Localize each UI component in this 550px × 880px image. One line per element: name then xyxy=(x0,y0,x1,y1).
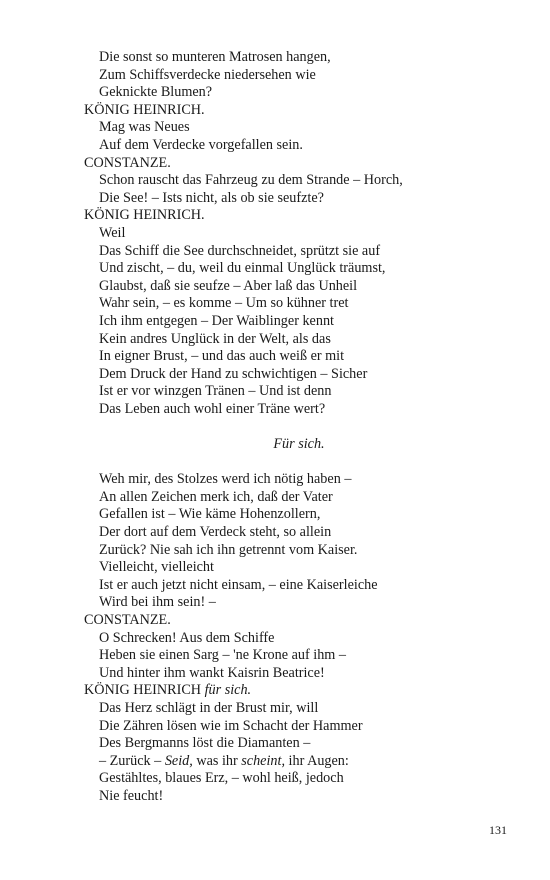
verse-line: Mag was Neues xyxy=(99,119,190,136)
verse-line: Das Leben auch wohl einer Träne wert? xyxy=(99,400,326,417)
verse-line: Heben sie einen Sarg – 'ne Krone auf ihm – xyxy=(99,647,346,664)
verse-line: In eigner Brust, – und das auch weiß er mit xyxy=(99,348,345,365)
verse-fragment: ihr Augen: xyxy=(285,752,349,769)
verse-line: Die Zähren lösen wie im Schacht der Hammer xyxy=(99,717,363,734)
verse-line: Wahr sein, – es komme – Um so kühner tret xyxy=(99,295,349,312)
verse-line: Zum Schiffsverdecke niedersehen wie xyxy=(99,66,316,83)
verse-line: Die See! – Ists nicht, als ob sie seufzte? xyxy=(99,189,324,206)
stage-direction: für sich. xyxy=(204,682,252,699)
verse-line: Das Herz schlägt in der Brust mir, will xyxy=(99,699,319,716)
speaker-name: CONSTANZE. xyxy=(84,154,171,171)
verse-line: Weh mir, des Stolzes werd ich nötig haben – xyxy=(99,471,352,488)
verse-line: Das Schiff die See durchschneidet, sprützt sie auf xyxy=(99,242,381,259)
speaker-name: KÖNIG HEINRICH. xyxy=(84,101,205,118)
verse-line: Weil xyxy=(99,224,126,241)
emphasis-text: Seid, xyxy=(164,752,193,769)
speaker-name xyxy=(84,682,484,700)
verse-line: Kein andres Unglück in der Welt, als das xyxy=(99,330,331,347)
verse-line: Gefallen ist – Wie käme Hohenzollern, xyxy=(99,506,321,523)
verse-line: O Schrecken! Aus dem Schiffe xyxy=(99,629,275,646)
verse-line: Ist er vor winzgen Tränen – Und ist denn xyxy=(99,383,332,400)
verse-line: Und hinter ihm wankt Kaisrin Beatrice! xyxy=(99,664,325,681)
play-text xyxy=(84,49,484,806)
verse-fragment: was ihr xyxy=(192,752,242,769)
speaker-label: KÖNIG HEINRICH xyxy=(84,682,205,699)
stage-direction: Für sich. xyxy=(273,436,325,453)
verse-line: Geknickte Blumen? xyxy=(99,84,213,101)
verse-line: Des Bergmanns löst die Diamanten – xyxy=(99,735,311,752)
verse-line: An allen Zeichen merk ich, daß der Vater xyxy=(99,488,333,505)
page-number: 131 xyxy=(489,823,507,837)
speaker-name: CONSTANZE. xyxy=(84,612,171,628)
verse-line: Vielleicht, vielleicht xyxy=(99,559,214,576)
verse-line: Schon rauscht das Fahrzeug zu dem Strande – Horch, xyxy=(99,172,403,189)
verse-line: Gestähltes, blaues Erz, – wohl heiß, jedoch xyxy=(99,770,344,787)
verse-line: Nie feucht! xyxy=(99,787,164,804)
verse-fragment: – Zurück – xyxy=(99,752,165,769)
verse-line: Auf dem Verdecke vorgefallen sein. xyxy=(99,136,303,153)
verse-line xyxy=(84,753,484,771)
verse-line: Dem Druck der Hand zu schwichtigen – Sicher xyxy=(99,365,368,382)
verse-line: Der dort auf dem Verdeck steht, so allein xyxy=(99,524,332,541)
verse-line: Die sonst so munteren Matrosen hangen, xyxy=(99,49,331,65)
emphasis-text: scheint, xyxy=(241,752,285,769)
verse-line: Zurück? Nie sah ich ihn getrennt vom Kaiser. xyxy=(99,541,358,558)
verse-line: Ist er auch jetzt nicht einsam, – eine Kaiserleiche xyxy=(99,576,378,593)
verse-line: Und zischt, – du, weil du einmal Unglück träumst, xyxy=(99,260,386,277)
speaker-name: KÖNIG HEINRICH. xyxy=(84,207,205,224)
verse-line: Ich ihm entgegen – Der Waiblinger kennt xyxy=(99,312,334,329)
verse-line: Wird bei ihm sein! – xyxy=(99,594,216,611)
verse-line: Glaubst, daß sie seufze – Aber laß das Unheil xyxy=(99,277,358,294)
